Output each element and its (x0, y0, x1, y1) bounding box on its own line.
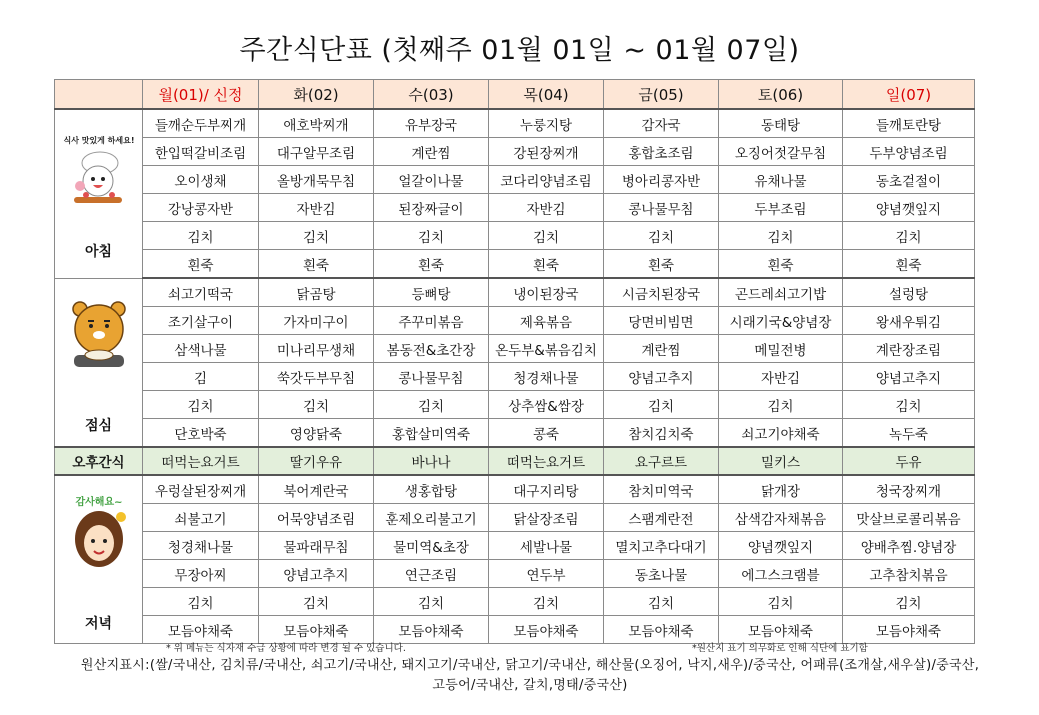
lunch-dish: 계란찜 (604, 335, 719, 363)
dinner-dish: 연근조림 (374, 560, 489, 588)
breakfast-dish: 오이생채 (143, 166, 259, 194)
lunch-row (55, 419, 975, 448)
breakfast-dish: 유부장국 (374, 109, 489, 138)
dinner-dish: 청국장찌개 (843, 475, 975, 504)
dinner-dish: 대구지리탕 (489, 475, 604, 504)
breakfast-dish: 양념깻잎지 (843, 194, 975, 222)
breakfast-sticker-text: 식사 맛있게 하세요! (62, 135, 135, 145)
breakfast-dish: 김치 (719, 222, 843, 250)
breakfast-porridge-row (55, 250, 975, 279)
dinner-dish: 김치 (719, 588, 843, 616)
breakfast-label-cell (55, 109, 143, 278)
lunch-dish: 김 (143, 363, 259, 391)
breakfast-porridge: 흰죽 (489, 250, 604, 279)
dinner-dish: 삼색감자채볶음 (719, 504, 843, 532)
day-header-mon: 월(01)/ 신정 (143, 80, 259, 110)
lunch-dish: 메밀전병 (719, 335, 843, 363)
breakfast-dish: 김치 (143, 222, 259, 250)
breakfast-dish: 올방개묵무침 (259, 166, 374, 194)
breakfast-dish: 계란찜 (374, 138, 489, 166)
breakfast-dish: 두부조림 (719, 194, 843, 222)
day-header-row (55, 80, 975, 110)
day-header-sun: 일(07) (843, 80, 975, 110)
lunch-label-cell (55, 278, 143, 447)
lunch-dish: 삼색나물 (143, 335, 259, 363)
origin-info: 원산지표시:(쌀/국내산, 김치류/국내산, 쇠고기/국내산, 돼지고기/국내산, 닭고기/국내산, 해산물(오징어, 낙지,새우)/중국산, 어패류(조개살,새우살)/중국산, 고등어/국내산, 갈치,명태/중국산) (80, 658, 980, 693)
breakfast-porridge: 흰죽 (719, 250, 843, 279)
lunch-dish: 미나리무생채 (259, 335, 374, 363)
dinner-row (55, 532, 975, 560)
day-header-thu: 목(04) (489, 80, 604, 110)
dinner-dish: 고추참치볶음 (843, 560, 975, 588)
lunch-dish: 쇠고기야채죽 (719, 419, 843, 448)
dinner-dish: 모듬야채죽 (843, 616, 975, 644)
snack-row (55, 447, 975, 475)
breakfast-dish: 애호박찌개 (259, 109, 374, 138)
lunch-dish: 김치 (259, 391, 374, 419)
lunch-dish: 김치 (374, 391, 489, 419)
lunch-dish: 김치 (143, 391, 259, 419)
lunch-dish: 곤드레쇠고기밥 (719, 278, 843, 307)
snack-item: 요구르트 (604, 447, 719, 475)
lunch-dish: 쑥갓두부무침 (259, 363, 374, 391)
dinner-dish: 모듬야채죽 (604, 616, 719, 644)
lunch-row (55, 335, 975, 363)
dinner-dish: 닭살장조림 (489, 504, 604, 532)
day-header-wed: 수(03) (374, 80, 489, 110)
snack-item: 딸기우유 (259, 447, 374, 475)
breakfast-dish: 김치 (374, 222, 489, 250)
lunch-dish: 온두부&볶음김치 (489, 335, 604, 363)
dinner-dish: 동초나물 (604, 560, 719, 588)
lunch-dish: 김치 (604, 391, 719, 419)
dinner-dish: 생홍합탕 (374, 475, 489, 504)
dinner-dish: 김치 (374, 588, 489, 616)
dinner-dish: 김치 (143, 588, 259, 616)
lunch-row (55, 307, 975, 335)
chef-sticker-icon (60, 131, 138, 211)
breakfast-dish: 두부양념조림 (843, 138, 975, 166)
lunch-row (55, 363, 975, 391)
dinner-dish: 양념고추지 (259, 560, 374, 588)
dinner-dish: 멸치고추다대기 (604, 532, 719, 560)
dinner-dish: 김치 (259, 588, 374, 616)
dinner-dish: 훈제오리불고기 (374, 504, 489, 532)
breakfast-dish: 된장짜글이 (374, 194, 489, 222)
breakfast-dish: 김치 (489, 222, 604, 250)
note-origin-required: *원산지 표기 의무화로 인해 식단에 표기함 (692, 643, 868, 654)
lunch-dish: 시금치된장국 (604, 278, 719, 307)
dinner-dish: 청경채나물 (143, 532, 259, 560)
dinner-row (55, 560, 975, 588)
breakfast-dish: 들깨토란탕 (843, 109, 975, 138)
dinner-dish: 우렁살된장찌개 (143, 475, 259, 504)
lunch-dish: 등뼈탕 (374, 278, 489, 307)
breakfast-dish: 동태탕 (719, 109, 843, 138)
breakfast-porridge: 흰죽 (259, 250, 374, 279)
breakfast-dish: 대구알무조림 (259, 138, 374, 166)
snack-item: 밀키스 (719, 447, 843, 475)
lunch-dish: 단호박죽 (143, 419, 259, 448)
dinner-dish: 스팸계란전 (604, 504, 719, 532)
dinner-dish: 북어계란국 (259, 475, 374, 504)
lunch-dish: 양념고추지 (843, 363, 975, 391)
lunch-dish: 당면비빔면 (604, 307, 719, 335)
lunch-row (55, 278, 975, 307)
dinner-dish: 모듬야채죽 (259, 616, 374, 644)
dinner-dish: 모듬야채죽 (143, 616, 259, 644)
dinner-row (55, 588, 975, 616)
lunch-dish: 양념고추지 (604, 363, 719, 391)
breakfast-row (55, 166, 975, 194)
lunch-dish: 왕새우튀김 (843, 307, 975, 335)
breakfast-label: 아침 (84, 243, 113, 260)
dinner-dish: 맛살브로콜리볶음 (843, 504, 975, 532)
lunch-dish: 콩나물무침 (374, 363, 489, 391)
dinner-dish: 어묵양념조림 (259, 504, 374, 532)
dinner-dish: 세발나물 (489, 532, 604, 560)
breakfast-dish: 동초겉절이 (843, 166, 975, 194)
snack-label: 오후간식 (55, 447, 143, 475)
breakfast-porridge: 흰죽 (374, 250, 489, 279)
day-header-fri: 금(05) (604, 80, 719, 110)
weekly-menu-table (54, 79, 975, 644)
snack-item: 떠먹는요거트 (489, 447, 604, 475)
lunch-dish: 쇠고기떡국 (143, 278, 259, 307)
dinner-dish: 모듬야채죽 (489, 616, 604, 644)
breakfast-dish: 유채나물 (719, 166, 843, 194)
breakfast-dish: 코다리양념조림 (489, 166, 604, 194)
dinner-dish: 닭개장 (719, 475, 843, 504)
breakfast-dish: 병아리콩자반 (604, 166, 719, 194)
dinner-dish: 양배추찜.양념장 (843, 532, 975, 560)
breakfast-dish: 자반김 (489, 194, 604, 222)
lunch-dish: 콩죽 (489, 419, 604, 448)
lunch-dish: 주꾸미볶음 (374, 307, 489, 335)
dinner-dish: 물파래무침 (259, 532, 374, 560)
breakfast-dish: 콩나물무침 (604, 194, 719, 222)
dinner-label-cell (55, 475, 143, 644)
dinner-dish: 김치 (843, 588, 975, 616)
breakfast-dish: 얼갈이나물 (374, 166, 489, 194)
breakfast-dish: 감자국 (604, 109, 719, 138)
dinner-dish: 모듬야채죽 (374, 616, 489, 644)
breakfast-dish: 누룽지탕 (489, 109, 604, 138)
note-menu-change: * 위 메뉴는 식자재 수급 상황에 따라 변경 될 수 있습니다. (166, 643, 406, 654)
ryan-bear-sticker-icon (64, 293, 134, 373)
page-title: 주간식단표 (첫째주 01월 01일 ~ 01월 07일) (239, 35, 800, 66)
dinner-dish: 김치 (489, 588, 604, 616)
dinner-dish: 무장아찌 (143, 560, 259, 588)
breakfast-dish: 들깨순두부찌개 (143, 109, 259, 138)
breakfast-dish: 김치 (604, 222, 719, 250)
lunch-dish: 시래기국&양념장 (719, 307, 843, 335)
breakfast-dish: 자반김 (259, 194, 374, 222)
breakfast-porridge: 흰죽 (143, 250, 259, 279)
lunch-dish: 녹두죽 (843, 419, 975, 448)
dinner-dish: 쇠불고기 (143, 504, 259, 532)
lunch-dish: 영양닭죽 (259, 419, 374, 448)
snack-item: 두유 (843, 447, 975, 475)
breakfast-dish: 김치 (843, 222, 975, 250)
breakfast-dish: 한입떡갈비조림 (143, 138, 259, 166)
breakfast-dish: 강된장찌개 (489, 138, 604, 166)
breakfast-row (55, 222, 975, 250)
corner-cell (55, 80, 143, 110)
dinner-dish: 김치 (604, 588, 719, 616)
lunch-dish: 계란장조림 (843, 335, 975, 363)
girl-thanks-sticker-icon (63, 491, 135, 571)
dinner-row (55, 475, 975, 504)
breakfast-porridge: 흰죽 (843, 250, 975, 279)
breakfast-porridge: 흰죽 (604, 250, 719, 279)
lunch-row (55, 391, 975, 419)
lunch-dish: 참치김치죽 (604, 419, 719, 448)
lunch-dish: 닭곰탕 (259, 278, 374, 307)
breakfast-dish: 오징어젓갈무침 (719, 138, 843, 166)
breakfast-dish: 홍합초조림 (604, 138, 719, 166)
dinner-dish: 에그스크램블 (719, 560, 843, 588)
lunch-dish: 제육볶음 (489, 307, 604, 335)
lunch-dish: 청경채나물 (489, 363, 604, 391)
dinner-dish: 연두부 (489, 560, 604, 588)
lunch-dish: 설렁탕 (843, 278, 975, 307)
lunch-dish: 상추쌈&쌈장 (489, 391, 604, 419)
lunch-dish: 자반김 (719, 363, 843, 391)
breakfast-row (55, 138, 975, 166)
lunch-dish: 김치 (843, 391, 975, 419)
dinner-dish: 물미역&초장 (374, 532, 489, 560)
breakfast-dish: 강낭콩자반 (143, 194, 259, 222)
day-header-tue: 화(02) (259, 80, 374, 110)
dinner-label: 저녁 (84, 615, 113, 632)
snack-item: 바나나 (374, 447, 489, 475)
lunch-dish: 홍합살미역죽 (374, 419, 489, 448)
lunch-dish: 조기살구이 (143, 307, 259, 335)
lunch-dish: 봄동전&초간장 (374, 335, 489, 363)
dinner-dish: 모듬야채죽 (719, 616, 843, 644)
lunch-dish: 김치 (719, 391, 843, 419)
breakfast-dish: 김치 (259, 222, 374, 250)
breakfast-row (55, 194, 975, 222)
lunch-label: 점심 (84, 418, 113, 435)
breakfast-row (55, 109, 975, 138)
lunch-dish: 가자미구이 (259, 307, 374, 335)
day-header-sat: 토(06) (719, 80, 843, 110)
dinner-dish: 참치미역국 (604, 475, 719, 504)
lunch-dish: 냉이된장국 (489, 278, 604, 307)
dinner-dish: 양념깻잎지 (719, 532, 843, 560)
snack-item: 떠먹는요거트 (143, 447, 259, 475)
dinner-sticker-text: 감사해요~ (74, 496, 123, 508)
dinner-row (55, 504, 975, 532)
